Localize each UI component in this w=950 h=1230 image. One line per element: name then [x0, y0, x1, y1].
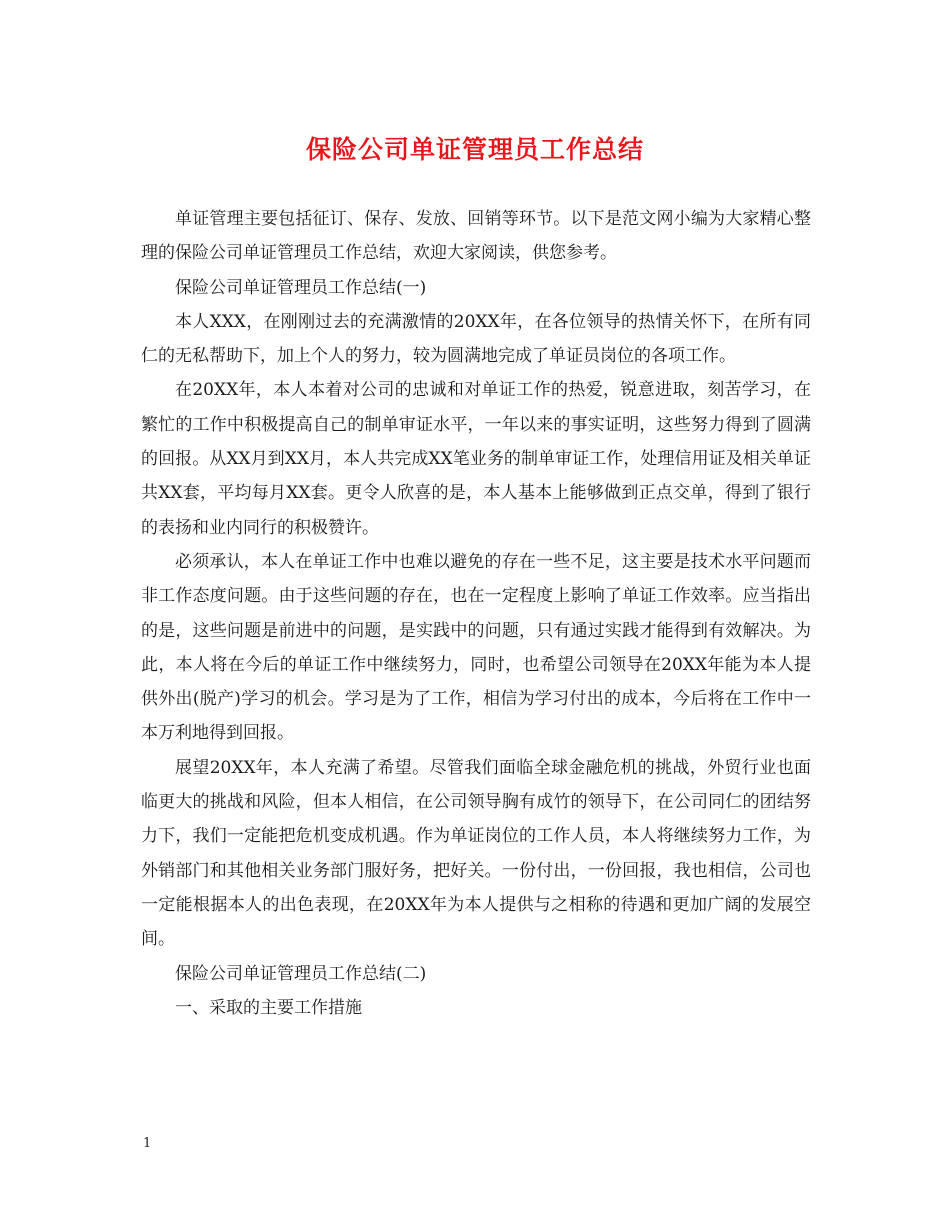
- page-number: 1: [143, 1136, 152, 1151]
- paragraph-shortcomings: 必须承认，本人在单证工作中也难以避免的存在一些不足，这主要是技术水平问题而非工作态度问题。由于这些问题的存在，也在一定程度上影响了单证工作效率。应当指出的是，这些问题是前进中的问题，是实践中的问题，只有通过实践才能得到有效解决。为此，本人将在今后的单证工作中继续努力，同时，也希望公司领导在20XX年能为本人提供外出(脱产)学习的机会。学习是为了工作，相信为学习付出的成本，今后将在工作中一本万利地得到回报。: [141, 551, 811, 744]
- paragraph-outlook: 展望20XX年，本人充满了希望。尽管我们面临全球金融危机的挑战，外贸行业也面临更大的挑战和风险，但本人相信，在公司领导胸有成竹的领导下，在公司同仁的团结努力下，我们一定能把危机变成机遇。作为单证岗位的工作人员，本人将继续努力工作，为外销部门和其他相关业务部门服好务，把好关。一份付出，一份回报，我也相信，公司也一定能根据本人的出色表现，在20XX年为本人提供与之相称的待遇和更加广阔的发展空间。: [141, 757, 811, 950]
- paragraph-achievements: 在20XX年，本人本着对公司的忠诚和对单证工作的热爱，锐意进取，刻苦学习，在繁忙的工作中积极提高自己的制单审证水平，一年以来的事实证明，这些努力得到了圆满的回报。从XX月到XX月，本人共完成XX笔业务的制单审证工作，处理信用证及相关单证共XX套，平均每月XX套。更令人欣喜的是，本人基本上能够做到正点交单，得到了银行的表扬和业内同行的积极赞许。: [141, 380, 811, 538]
- section-heading-one: 保险公司单证管理员工作总结(一): [175, 277, 427, 298]
- paragraph-intro: 单证管理主要包括征订、保存、发放、回销等环节。以下是范文网小编为大家精心整理的保险公司单证管理员工作总结，欢迎大家阅读，供您参考。: [141, 209, 811, 264]
- document-body: [141, 202, 811, 1025]
- subheading-measures: 一、采取的主要工作措施: [175, 997, 362, 1018]
- document-title: 保险公司单证管理员工作总结: [305, 135, 644, 164]
- section-heading-two: 保险公司单证管理员工作总结(二): [175, 963, 427, 984]
- paragraph-self-intro: 本人XXX，在刚刚过去的充满激情的20XX年，在各位领导的热情关怀下，在所有同仁的无私帮助下，加上个人的努力，较为圆满地完成了单证员岗位的各项工作。: [141, 311, 811, 367]
